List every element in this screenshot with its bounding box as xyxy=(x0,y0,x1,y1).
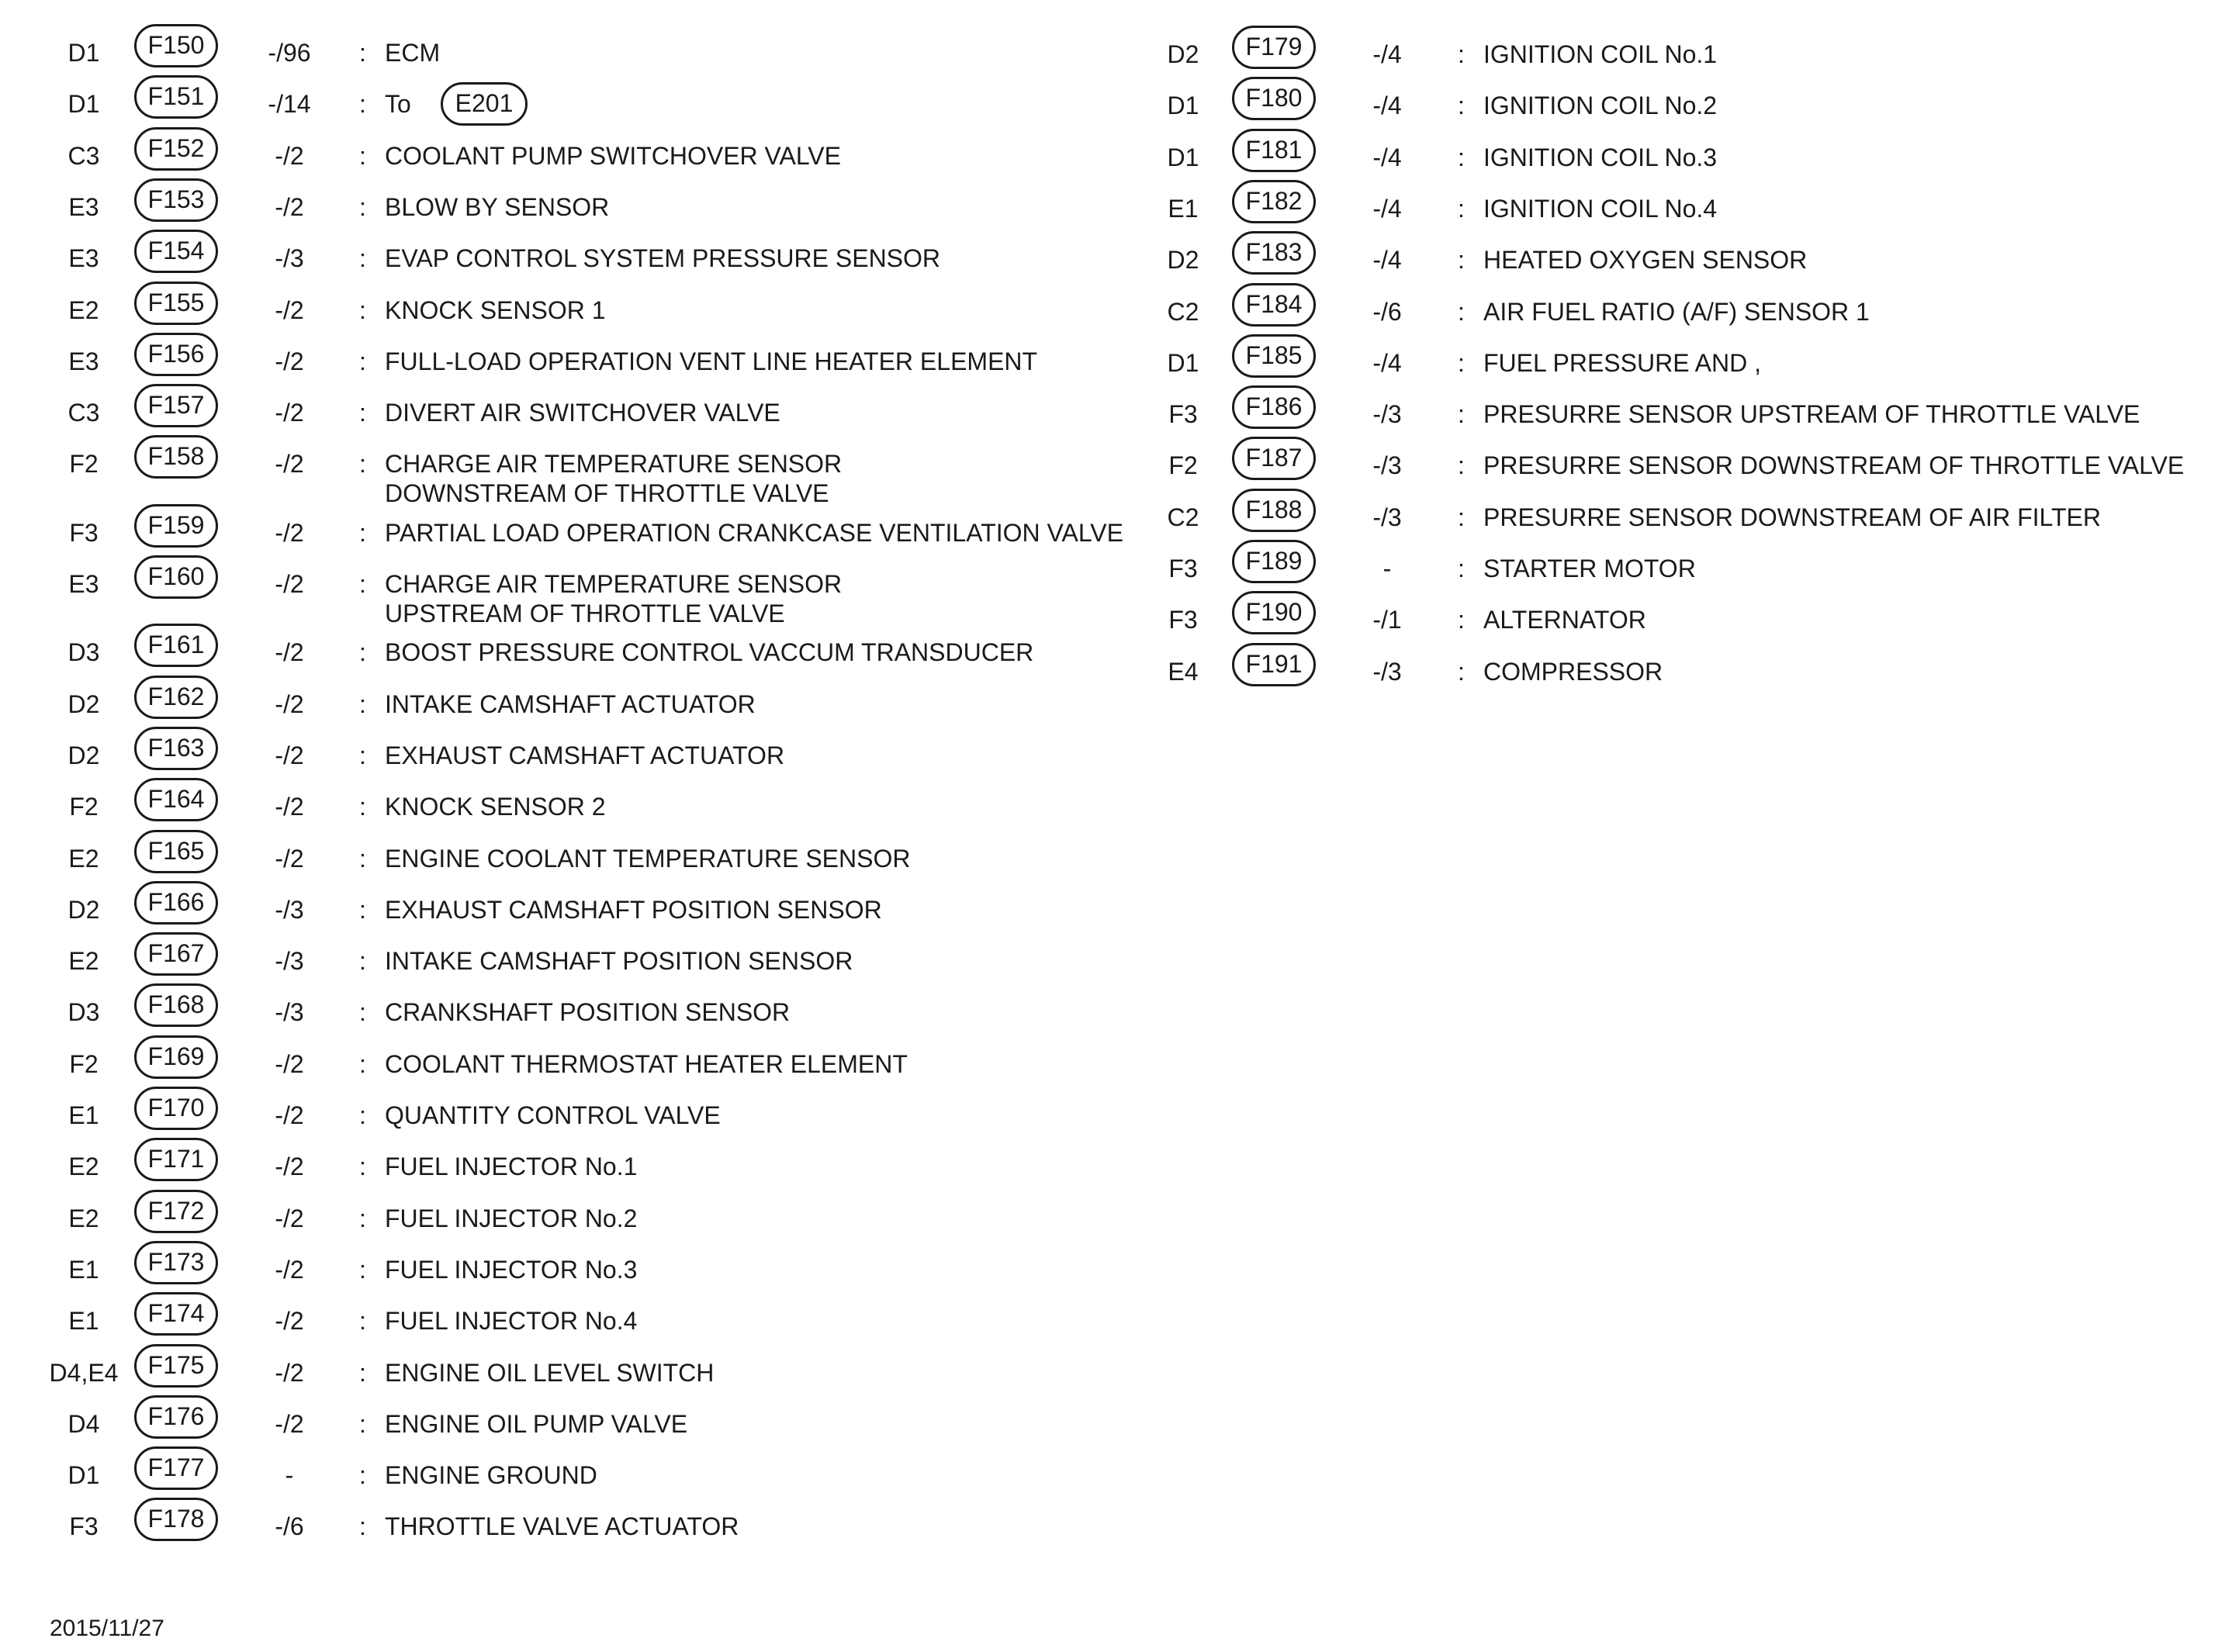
separator-colon: : xyxy=(359,844,366,873)
connector-code-badge: F161 xyxy=(134,624,218,667)
grid-location: E2 xyxy=(68,1204,99,1232)
description-line: CHARGE AIR TEMPERATURE SENSOR xyxy=(385,570,843,598)
separator-colon: : xyxy=(359,1153,366,1181)
pin-count: -/2 xyxy=(275,844,304,873)
component-description xyxy=(385,1306,637,1336)
separator-colon: : xyxy=(359,1255,366,1284)
separator-colon: : xyxy=(1458,297,1465,326)
grid-location: F2 xyxy=(69,793,99,821)
grid-location: D1 xyxy=(1167,348,1199,377)
connector-code-badge: F169 xyxy=(134,1035,218,1079)
separator-colon: : xyxy=(359,793,366,821)
component-description xyxy=(385,89,514,119)
description-line: FULL-LOAD OPERATION VENT LINE HEATER ELEMENT xyxy=(385,347,1038,375)
description-line: COOLANT THERMOSTAT HEATER ELEMENT xyxy=(385,1049,908,1078)
connector-code-badge: F173 xyxy=(134,1241,218,1284)
separator-colon: : xyxy=(359,947,366,976)
separator-colon: : xyxy=(1458,503,1465,531)
grid-location: F2 xyxy=(69,1049,99,1078)
description-line: ECM xyxy=(385,39,441,67)
pin-count: -/3 xyxy=(275,244,304,273)
component-description xyxy=(1483,451,2184,480)
connector-code-badge: F154 xyxy=(134,230,218,273)
separator-colon: : xyxy=(1458,400,1465,429)
component-description xyxy=(385,569,842,628)
pin-count: -/3 xyxy=(275,895,304,924)
description-line: ALTERNATOR xyxy=(1483,606,1646,634)
description-line: DOWNSTREAM OF THROTTLE VALVE xyxy=(385,479,829,508)
connector-code-badge: F174 xyxy=(134,1292,218,1336)
separator-colon: : xyxy=(359,741,366,769)
description-line: FUEL INJECTOR No.2 xyxy=(385,1204,638,1232)
grid-location: D1 xyxy=(67,1461,100,1490)
connector-code-badge: F162 xyxy=(134,676,218,719)
description-line: EXHAUST CAMSHAFT ACTUATOR xyxy=(385,741,785,769)
component-description xyxy=(1483,348,1761,378)
description-line: INTAKE CAMSHAFT POSITION SENSOR xyxy=(385,947,853,976)
description-line: ENGINE GROUND xyxy=(385,1461,597,1490)
grid-location: F3 xyxy=(69,1512,99,1541)
connector-code-badge: F190 xyxy=(1232,591,1316,634)
separator-colon: : xyxy=(359,638,366,667)
pin-count: -/2 xyxy=(275,141,304,170)
grid-location: D3 xyxy=(67,638,100,667)
component-description xyxy=(385,1152,637,1181)
separator-colon: : xyxy=(359,244,366,273)
connector-code-badge: F177 xyxy=(134,1446,218,1490)
grid-location: F3 xyxy=(69,518,99,547)
pin-count: -/2 xyxy=(275,192,304,221)
component-description xyxy=(385,1101,721,1130)
grid-location: E1 xyxy=(68,1255,99,1284)
connector-code-badge: F151 xyxy=(134,75,218,119)
grid-location: E2 xyxy=(68,947,99,976)
pin-count: -/6 xyxy=(1372,297,1402,326)
component-description xyxy=(1483,40,1717,69)
separator-colon: : xyxy=(359,39,366,67)
pin-count: -/4 xyxy=(1372,246,1402,275)
connector-code-badge: F172 xyxy=(134,1190,218,1233)
component-description xyxy=(385,192,609,222)
description-line: CRANKSHAFT POSITION SENSOR xyxy=(385,998,791,1027)
separator-colon: : xyxy=(359,399,366,427)
pin-count: -/4 xyxy=(1372,194,1402,223)
connector-code-badge: F156 xyxy=(134,333,218,376)
pin-count: -/2 xyxy=(275,1255,304,1284)
separator-colon: : xyxy=(1458,555,1465,582)
component-description xyxy=(385,1049,908,1079)
grid-location: D1 xyxy=(1167,143,1199,171)
connector-code-badge: F166 xyxy=(134,881,218,924)
component-description xyxy=(1483,554,1696,583)
component-description xyxy=(385,741,784,770)
grid-location: F2 xyxy=(1168,451,1198,480)
description-line: QUANTITY CONTROL VALVE xyxy=(385,1101,721,1129)
component-description xyxy=(385,141,841,171)
description-line: THROTTLE VALVE ACTUATOR xyxy=(385,1512,739,1541)
component-description xyxy=(385,792,606,821)
description-line: KNOCK SENSOR 2 xyxy=(385,793,606,821)
component-description xyxy=(1483,399,2140,429)
grid-location: E1 xyxy=(1168,194,1199,223)
grid-location: C2 xyxy=(1167,503,1199,531)
description-line: PRESURRE SENSOR DOWNSTREAM OF AIR FILTER xyxy=(1483,503,2101,531)
description-line: COMPRESSOR xyxy=(1483,657,1663,686)
pin-count: -/2 xyxy=(275,1101,304,1129)
description-line: BOOST PRESSURE CONTROL VACCUM TRANSDUCER xyxy=(385,638,1034,667)
component-description xyxy=(385,244,940,273)
separator-colon: : xyxy=(359,570,366,598)
document-date: 2015/11/27 xyxy=(50,1616,164,1641)
description-line: KNOCK SENSOR 1 xyxy=(385,295,606,324)
connector-code-badge: F155 xyxy=(134,282,218,325)
connector-code-badge: F170 xyxy=(134,1087,218,1130)
separator-colon: : xyxy=(359,295,366,324)
pin-count: -/3 xyxy=(275,998,304,1027)
grid-location: E2 xyxy=(68,295,99,324)
connector-code-badge: F189 xyxy=(1232,540,1316,583)
grid-location: E2 xyxy=(68,1153,99,1181)
connector-code-badge: F183 xyxy=(1232,231,1316,275)
connector-code-badge: F178 xyxy=(134,1498,218,1541)
component-description xyxy=(385,895,882,924)
grid-location: E3 xyxy=(68,244,99,273)
pin-count: -/4 xyxy=(1372,348,1402,377)
grid-location: D3 xyxy=(67,998,100,1027)
description-line: STARTER MOTOR xyxy=(1483,555,1696,582)
component-description xyxy=(385,1358,714,1388)
grid-location: E1 xyxy=(68,1101,99,1129)
separator-colon: : xyxy=(1458,246,1465,275)
description-line: IGNITION COIL No.3 xyxy=(1483,143,1718,171)
pin-count: -/4 xyxy=(1372,92,1402,120)
separator-colon: : xyxy=(1458,92,1465,120)
component-description xyxy=(1483,91,1717,120)
connector-code-badge: F186 xyxy=(1232,385,1316,429)
grid-location: D2 xyxy=(67,741,100,769)
connector-code-badge: F184 xyxy=(1232,283,1316,327)
grid-location: E3 xyxy=(68,347,99,375)
separator-colon: : xyxy=(359,1512,366,1541)
description-line: FUEL INJECTOR No.4 xyxy=(385,1307,638,1336)
grid-location: D2 xyxy=(67,689,100,718)
component-description xyxy=(385,689,756,719)
component-description xyxy=(1483,605,1646,634)
pin-count: -/2 xyxy=(275,689,304,718)
connector-code-badge: F185 xyxy=(1232,334,1316,378)
description-line: EVAP CONTROL SYSTEM PRESSURE SENSOR xyxy=(385,244,941,273)
separator-colon: : xyxy=(359,1461,366,1490)
grid-location: E2 xyxy=(68,844,99,873)
pin-count: -/2 xyxy=(275,1204,304,1232)
description-line: INTAKE CAMSHAFT ACTUATOR xyxy=(385,689,756,718)
component-description xyxy=(385,946,853,976)
grid-location: E3 xyxy=(68,570,99,598)
grid-location: D2 xyxy=(1167,40,1199,68)
pin-count: -/2 xyxy=(275,638,304,667)
separator-colon: : xyxy=(1458,40,1465,68)
pin-count: -/2 xyxy=(275,450,304,479)
connector-code-badge: F164 xyxy=(134,778,218,821)
grid-location: D2 xyxy=(1167,246,1199,275)
separator-colon: : xyxy=(359,1204,366,1232)
connector-code-badge: F150 xyxy=(134,24,218,67)
component-description xyxy=(385,518,1123,548)
grid-location: E1 xyxy=(68,1307,99,1336)
grid-location: E4 xyxy=(1168,657,1199,686)
description-line: HEATED OXYGEN SENSOR xyxy=(1483,246,1808,275)
grid-location: D4 xyxy=(67,1409,100,1438)
pin-count: -/14 xyxy=(268,90,311,119)
grid-location: D1 xyxy=(67,90,100,119)
component-description xyxy=(385,347,1037,376)
connector-code-badge: F160 xyxy=(134,555,218,599)
connector-code-badge: F158 xyxy=(134,435,218,479)
pin-count: -/3 xyxy=(1372,400,1402,429)
component-description xyxy=(385,638,1033,667)
separator-colon: : xyxy=(1458,143,1465,171)
grid-location: F2 xyxy=(69,450,99,479)
pin-count: -/4 xyxy=(1372,40,1402,68)
pin-count: -/2 xyxy=(275,1153,304,1181)
separator-colon: : xyxy=(359,689,366,718)
connector-code-badge: F176 xyxy=(134,1395,218,1439)
connector-code-badge: F180 xyxy=(1232,77,1316,120)
separator-colon: : xyxy=(359,347,366,375)
pin-count: -/2 xyxy=(275,399,304,427)
grid-location: D1 xyxy=(67,39,100,67)
connector-code-badge: F171 xyxy=(134,1138,218,1181)
connector-code-badge: F157 xyxy=(134,384,218,427)
connector-code-badge: F153 xyxy=(134,178,218,222)
grid-location: F3 xyxy=(1168,400,1198,429)
component-description xyxy=(385,997,790,1027)
connector-code-badge: F175 xyxy=(134,1344,218,1388)
connector-code-badge: F187 xyxy=(1232,437,1316,480)
component-description xyxy=(385,295,606,325)
pin-count: -/1 xyxy=(1372,606,1402,634)
pin-count: -/3 xyxy=(275,947,304,976)
grid-location: C3 xyxy=(67,141,100,170)
separator-colon: : xyxy=(359,450,366,479)
separator-colon: : xyxy=(359,895,366,924)
separator-colon: : xyxy=(1458,606,1465,634)
pin-count: -/2 xyxy=(275,793,304,821)
component-description xyxy=(385,398,780,427)
connector-code-badge: F181 xyxy=(1232,129,1316,172)
grid-location: E3 xyxy=(68,192,99,221)
connector-code-badge: F188 xyxy=(1232,489,1316,532)
grid-location: D1 xyxy=(1167,92,1199,120)
separator-colon: : xyxy=(359,90,366,119)
description-line: To xyxy=(385,90,411,119)
pin-count: -/2 xyxy=(275,518,304,547)
pin-count: -/2 xyxy=(275,1358,304,1387)
grid-location: F3 xyxy=(1168,555,1198,582)
connector-code-badge: F191 xyxy=(1232,643,1316,686)
pin-count: -/2 xyxy=(275,347,304,375)
grid-location: C3 xyxy=(67,399,100,427)
component-description xyxy=(385,1255,637,1284)
separator-colon: : xyxy=(359,141,366,170)
separator-colon: : xyxy=(359,192,366,221)
connector-code-badge: F179 xyxy=(1232,26,1316,69)
component-description xyxy=(1483,194,1717,223)
description-line: BLOW BY SENSOR xyxy=(385,192,610,221)
component-description xyxy=(385,1204,637,1233)
connector-code-badge: F167 xyxy=(134,932,218,976)
separator-colon: : xyxy=(1458,451,1465,480)
description-line: EXHAUST CAMSHAFT POSITION SENSOR xyxy=(385,895,882,924)
separator-colon: : xyxy=(359,1409,366,1438)
separator-colon: : xyxy=(359,518,366,547)
description-line: AIR FUEL RATIO (A/F) SENSOR 1 xyxy=(1483,297,1870,326)
separator-colon: : xyxy=(359,1101,366,1129)
pin-count: -/4 xyxy=(1372,143,1402,171)
separator-colon: : xyxy=(1458,657,1465,686)
separator-colon: : xyxy=(359,1307,366,1336)
description-line: CHARGE AIR TEMPERATURE SENSOR xyxy=(385,450,843,479)
connector-code-badge: F159 xyxy=(134,504,218,548)
pin-count: -/2 xyxy=(275,741,304,769)
description-line: IGNITION COIL No.2 xyxy=(1483,92,1718,120)
pin-count: - xyxy=(285,1461,294,1490)
pin-count: -/6 xyxy=(275,1512,304,1541)
pin-count: -/2 xyxy=(275,295,304,324)
component-description xyxy=(385,449,842,508)
description-line: PARTIAL LOAD OPERATION CRANKCASE VENTILATION VALVE xyxy=(385,518,1123,547)
description-line: ENGINE OIL LEVEL SWITCH xyxy=(385,1358,715,1387)
pin-count: -/2 xyxy=(275,570,304,598)
separator-colon: : xyxy=(359,1049,366,1078)
connector-code-badge: F168 xyxy=(134,983,218,1027)
connector-code-badge: F165 xyxy=(134,830,218,873)
component-description xyxy=(385,1409,687,1439)
grid-location: D2 xyxy=(67,895,100,924)
pin-count: -/2 xyxy=(275,1307,304,1336)
pin-count: - xyxy=(1383,555,1392,582)
description-line: IGNITION COIL No.4 xyxy=(1483,194,1718,223)
component-description xyxy=(385,1460,597,1490)
separator-colon: : xyxy=(1458,194,1465,223)
separator-colon: : xyxy=(359,998,366,1027)
grid-location: C2 xyxy=(1167,297,1199,326)
description-line: PRESURRE SENSOR UPSTREAM OF THROTTLE VALVE xyxy=(1483,400,2140,429)
description-line: COOLANT PUMP SWITCHOVER VALVE xyxy=(385,141,841,170)
component-description xyxy=(385,38,440,67)
pin-count: -/96 xyxy=(268,39,311,67)
pin-count: -/3 xyxy=(1372,451,1402,480)
component-description xyxy=(385,1512,739,1541)
description-line: FUEL PRESSURE AND , xyxy=(1483,348,1762,377)
connector-code-badge: F152 xyxy=(134,127,218,171)
component-description xyxy=(1483,503,2101,532)
connector-code-badge: F163 xyxy=(134,727,218,770)
separator-colon: : xyxy=(1458,348,1465,377)
description-line: FUEL INJECTOR No.1 xyxy=(385,1153,638,1181)
component-description xyxy=(385,844,910,873)
grid-location: D4,E4 xyxy=(49,1358,119,1387)
description-line: IGNITION COIL No.1 xyxy=(1483,40,1718,68)
component-description xyxy=(1483,297,1870,327)
pin-count: -/2 xyxy=(275,1409,304,1438)
pin-count: -/3 xyxy=(1372,503,1402,531)
connector-code-badge: F182 xyxy=(1232,180,1316,223)
component-description xyxy=(1483,657,1663,686)
pin-count: -/3 xyxy=(1372,657,1402,686)
referenced-connector-badge: E201 xyxy=(441,82,528,126)
component-description xyxy=(1483,143,1717,172)
description-line: PRESURRE SENSOR DOWNSTREAM OF THROTTLE VALVE xyxy=(1483,451,2185,480)
description-line: UPSTREAM OF THROTTLE VALVE xyxy=(385,600,785,627)
description-line: FUEL INJECTOR No.3 xyxy=(385,1255,638,1284)
component-description xyxy=(1483,245,1807,275)
description-line: ENGINE COOLANT TEMPERATURE SENSOR xyxy=(385,844,911,873)
description-line: ENGINE OIL PUMP VALVE xyxy=(385,1409,688,1438)
grid-location: F3 xyxy=(1168,606,1198,634)
pin-count: -/2 xyxy=(275,1049,304,1078)
separator-colon: : xyxy=(359,1358,366,1387)
description-line: DIVERT AIR SWITCHOVER VALVE xyxy=(385,399,780,427)
